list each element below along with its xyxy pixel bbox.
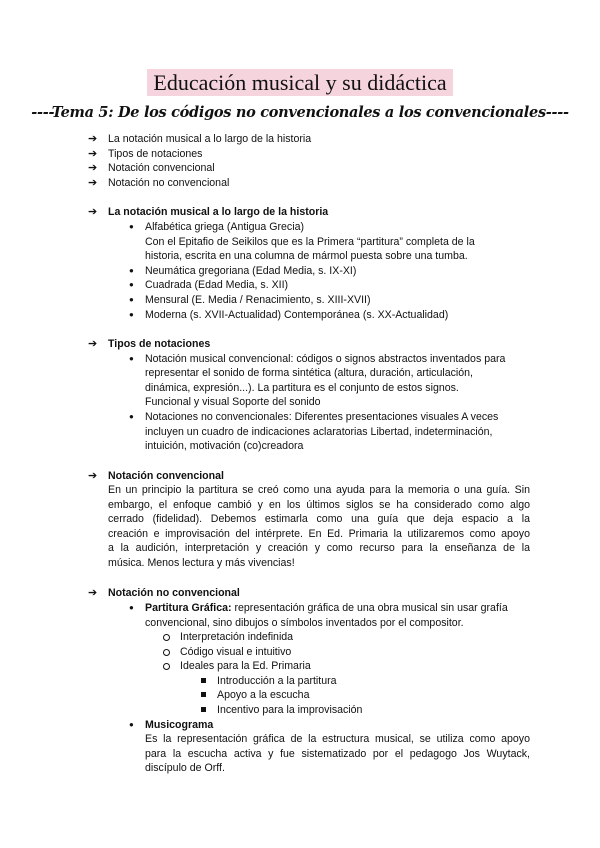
subsub-item: Incentivo para la improvisación — [217, 704, 363, 716]
bullet-icon: ● — [129, 222, 134, 231]
square-bullet-icon — [201, 692, 206, 697]
paragraph-line: Es la representación gráfica de la estructura musical, se utiliza como apoyo — [145, 733, 530, 745]
list-item-text: convencional, sino dibujos o símbolos inventados por el compositor. — [145, 617, 464, 629]
subsub-item: Apoyo a la escucha — [217, 689, 310, 701]
toc-item: Notación no convencional — [108, 177, 230, 189]
grafica-label: Partitura Gráfica: — [145, 602, 232, 614]
section-heading-tipos: Tipos de notaciones — [108, 338, 211, 350]
bullet-icon: ● — [129, 280, 134, 289]
convencional-paragraph — [108, 483, 530, 570]
list-item: Notación musical convencional: códigos o signos abstractos inventados para — [145, 353, 506, 365]
bullet-icon: ● — [129, 603, 134, 612]
list-item: Mensural (E. Media / Renacimiento, s. XIII-XVII) — [145, 294, 371, 306]
sub-item: Interpretación indefinida — [180, 631, 294, 643]
list-item-text: dinámica, expresión...). La partitura es el conjunto de estos signos. — [145, 382, 459, 394]
square-bullet-icon — [201, 707, 206, 712]
paragraph-line: para la escucha activa y fue sistematizado por el pedagogo Jos Wuytack, — [145, 747, 530, 760]
list-item: Alfabética griega (Antigua Grecia) — [145, 221, 304, 233]
list-item-text: Con el Epitafio de Seikilos que es la Primera “partitura” completa de la — [145, 236, 475, 248]
arrow-icon: ➔ — [88, 587, 98, 599]
bullet-icon: ● — [129, 266, 134, 275]
arrow-icon: ➔ — [88, 338, 98, 350]
grafica-text: representación gráfica de una obra musical sin usar grafía — [231, 602, 508, 614]
bullet-icon: ● — [129, 310, 134, 319]
list-item-text: intuición, motivación (co)creadora — [145, 440, 304, 452]
paragraph-line: embargo, el enfoque cambió y en los últimos siglos se ha considerado como algo — [108, 498, 530, 511]
bullet-icon: ● — [129, 354, 134, 363]
musicograma-label: Musicograma — [145, 719, 214, 731]
list-item: Neumática gregoriana (Edad Media, s. IX-XI) — [145, 265, 357, 277]
grafica-item — [145, 601, 508, 615]
list-item-text: Funcional y visual Soporte del sonido — [145, 396, 321, 408]
list-item-text: historia, escrita en una columna de mármol puesta sobre una tumba. — [145, 250, 468, 262]
square-bullet-icon — [201, 678, 206, 683]
section-heading-convencional: Notación convencional — [108, 470, 224, 482]
hollow-bullet-icon — [163, 649, 170, 656]
sub-item: Código visual e intuitivo — [180, 646, 292, 658]
section-heading-noconvencional: Notación no convencional — [108, 587, 240, 599]
section-heading-historia: La notación musical a lo largo de la historia — [108, 206, 329, 218]
bullet-icon: ● — [129, 720, 134, 729]
list-item: Cuadrada (Edad Media, s. XII) — [145, 279, 289, 291]
hollow-bullet-icon — [163, 663, 170, 670]
bullet-icon: ● — [129, 412, 134, 421]
musicograma-paragraph — [145, 732, 530, 776]
arrow-icon: ➔ — [88, 470, 98, 482]
toc-item: La notación musical a lo largo de la historia — [108, 133, 312, 145]
paragraph-line: creación e improvisación del intérprete. En Ed. Primaria la utilizaremos como apoyo — [108, 527, 530, 540]
arrow-icon: ➔ — [88, 177, 98, 189]
subsub-item: Introducción a la partitura — [217, 675, 337, 687]
list-item: Notaciones no convencionales: Diferentes presentaciones visuales A veces — [145, 411, 499, 423]
hollow-bullet-icon — [163, 634, 170, 641]
arrow-icon: ➔ — [88, 206, 98, 218]
list-item-text: representar el sonido de forma sintética (altura, duración, articulación, — [145, 367, 473, 379]
page-title — [0, 70, 600, 96]
paragraph-line: En un principio la partitura se creó como una ayuda para la memoria o una guía. Sin — [108, 484, 530, 496]
toc-item: Tipos de notaciones — [108, 148, 203, 160]
sub-item: Ideales para la Ed. Primaria — [180, 660, 311, 672]
list-item-text: incluyen un cuadro de indicaciones aclaratorias Libertad, indeterminación, — [145, 426, 493, 438]
title-text: Educación musical y su didáctica — [147, 69, 452, 96]
arrow-icon: ➔ — [88, 162, 98, 174]
paragraph-line: a la audición, interpretación y creación y como recurso para la enseñanza de la — [108, 542, 530, 554]
paragraph-line: discípulo de Orff. — [145, 762, 225, 774]
arrow-icon: ➔ — [88, 148, 98, 160]
list-item: Moderna (s. XVII-Actualidad) Contemporánea (s. XX-Actualidad) — [145, 309, 449, 321]
arrow-icon: ➔ — [88, 133, 98, 145]
paragraph-line: cerrado (fidelidad). Debemos estimarla como una guía que deja espacio a la — [108, 513, 530, 525]
toc-item: Notación convencional — [108, 162, 215, 174]
page-subtitle: ----Tema 5: De los códigos no convencionales a los convencionales---- — [31, 104, 569, 121]
bullet-icon: ● — [129, 295, 134, 304]
paragraph-line: música. Menos lectura y más vivencias! — [108, 556, 295, 569]
